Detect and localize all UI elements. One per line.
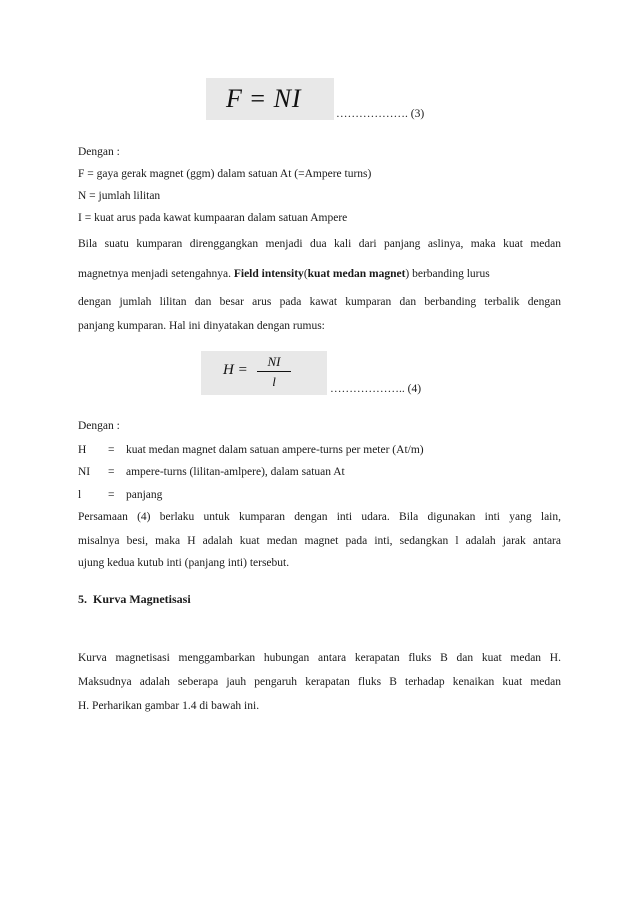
dengan-label-2: Dengan : [78,420,120,432]
definition-h-symbol: H [78,444,87,456]
paragraph1-line2: magnetnya menjadi setengahnya. Field intensity(kuat medan magnet) berbanding lurus [78,268,490,280]
definition-l-desc: panjang [126,489,163,501]
definition-h-eq: = [108,444,115,456]
paragraph1-line3: dengan jumlah lilitan dan besar arus pada kawat kumparan dan berbanding terbalik dengan [78,296,561,308]
formula-fraction: NI l [257,353,291,390]
kuat-medan-magnet-term: kuat medan magnet [307,268,406,280]
paragraph3-line2: Maksudnya adalah seberapa jauh pengaruh kerapatan fluks B terhadap kenaikan kuat medan [78,676,561,688]
section-title: Kurva Magnetisasi [93,592,191,606]
section-heading [78,592,191,607]
definition-l-symbol: l [78,489,82,501]
definition-l-eq: = [108,489,115,501]
paragraph1-line1: Bila suatu kumparan direnggangkan menjadi dua kali dari panjang aslinya, maka kuat medan [78,238,561,250]
formula-f-equals-ni [206,78,334,120]
paragraph3-line3: H. Perharikan gambar 1.4 di bawah ini. [78,700,260,712]
definition-f: F = gaya gerak magnet (ggm) dalam satuan At (=Ampere turns) [78,168,372,180]
definition-n: N = jumlah lilitan [78,190,161,202]
definition-i: I = kuat arus pada kawat kumpaaran dalam satuan Ampere [78,212,348,224]
definition-ni-eq: = [108,466,115,478]
formula-f-equals-ni-text: F = NI [226,84,302,113]
section-number: 5. [78,592,87,606]
field-intensity-term: Field intensity [233,268,304,280]
equation-number-4: ……………….. (4) [330,383,422,395]
equation-number-3: ………………. (3) [336,108,425,120]
paragraph1-line4: panjang kumparan. Hal ini dinyatakan dengan rumus: [78,320,325,332]
paragraph3-line1: Kurva magnetisasi menggambarkan hubungan antara kerapatan fluks B dan kuat medan H. [78,652,561,664]
dengan-label-1: Dengan : [78,146,120,158]
paragraph2-line2: misalnya besi, maka H adalah kuat medan magnet pada inti, sedangkan l adalah jarak antara [78,535,561,547]
paragraph2-line3: ujung kedua kutub inti (panjang inti) tersebut. [78,557,290,569]
definition-ni-symbol: NI [78,466,91,478]
formula-h-lhs: H = [223,362,248,378]
formula-h-equals-ni-over-l [201,351,327,395]
definition-ni-desc: ampere-turns (lilitan-amlpere), dalam satuan At [126,466,345,478]
definition-h-desc: kuat medan magnet dalam satuan ampere-turns per meter (At/m) [126,444,424,456]
paragraph2-line1: Persamaan (4) berlaku untuk kumparan dengan inti udara. Bila digunakan inti yang lain, [78,511,561,523]
